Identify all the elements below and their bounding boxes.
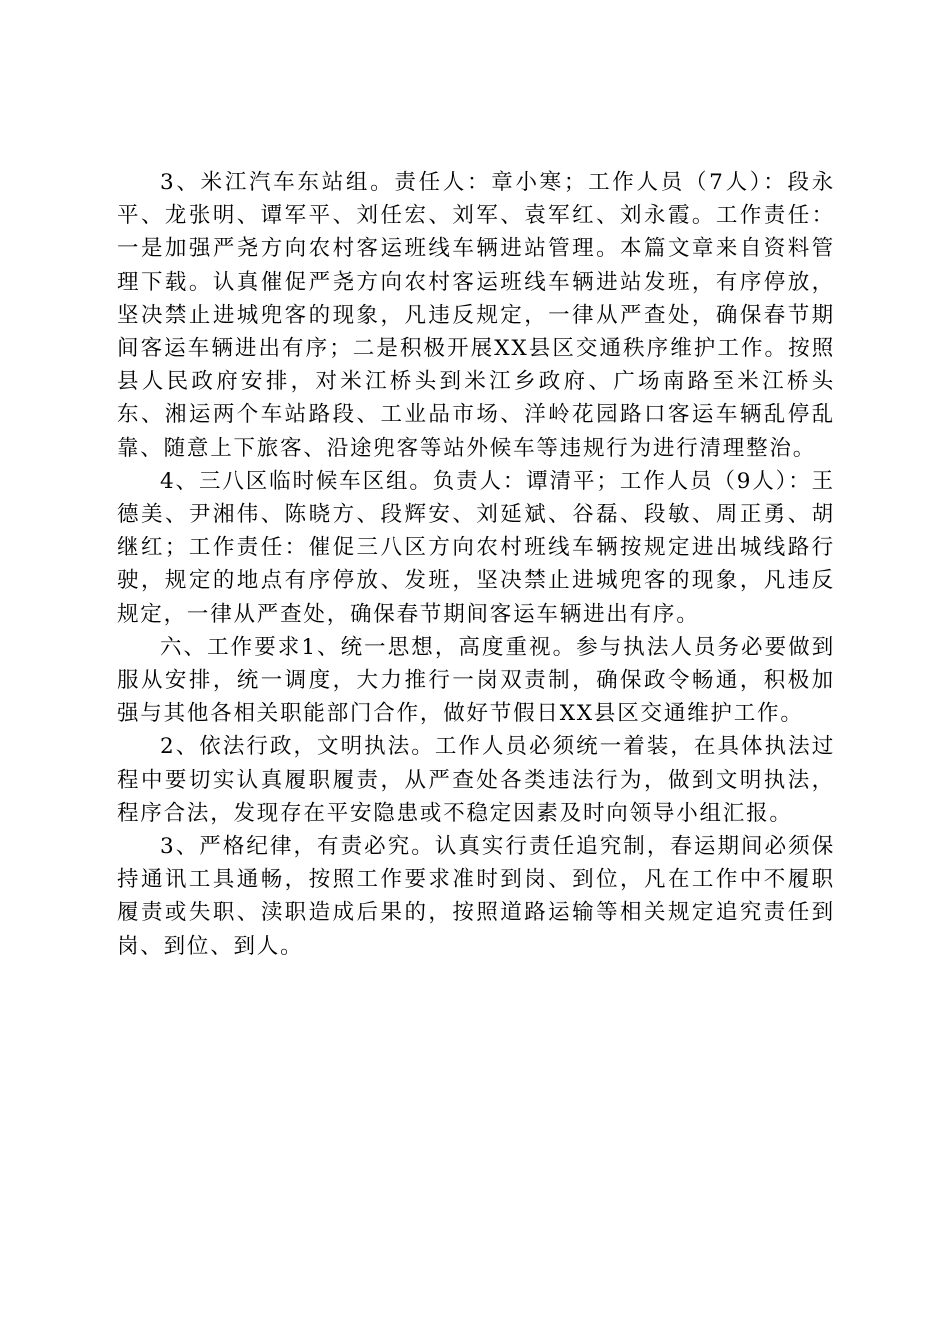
paragraph-station-group: 3、米江汽车东站组。责任人：章小寒；工作人员（7人）：段永平、龙张明、谭军平、刘任宏、刘军、袁军红、刘永霞。工作责任：一是加强严尧方向农村客运班线车辆进站管理。本篇文章来自资料管理下载。认真催促严尧方向农村客运班线车辆进站发班，有序停放，坚决禁止进城兜客的现象，凡违反规定，一律从严查处，确保春节期间客运车辆进出有序；二是积极开展XX县区交通秩序维护工作。按照县人民政府安排，对米江桥头到米江乡政府、广场南路至米江桥头东、湘运两个车站路段、工业品市场、洋岭花园路口客运车辆乱停乱靠、随意上下旅客、沿途兜客等站外候车等违规行为进行清理整治。 (117, 170, 835, 461)
paragraph-work-requirements: 六、工作要求1、统一思想，高度重视。参与执法人员务必要做到服从安排，统一调度，大力推行一岗双责制，确保政令畅通，积极加强与其他各相关职能部门合作，做好节假日XX县区交通维护工作。 (117, 634, 835, 727)
paragraph-law-enforcement: 2、依法行政，文明执法。工作人员必须统一着装，在具体执法过程中要切实认真履职履责，从严查处各类违法行为，做到文明执法，程序合法，发现存在平安隐患或不稳定因素及时向领导小组汇报。 (117, 734, 835, 826)
paragraph-waiting-area-group: 4、三八区临时候车区组。负责人：谭清平；工作人员（9人）：王德美、尹湘伟、陈晓方、段辉安、刘延斌、谷磊、段敏、周正勇、胡继红；工作责任：催促三八区方向农村班线车辆按规定进出城线路行驶，规定的地点有序停放、发班，坚决禁止进城兜客的现象，凡违反规定，一律从严查处，确保春节期间客运车辆进出有序。 (117, 468, 835, 627)
document-body (117, 166, 835, 963)
paragraph-discipline: 3、严格纪律，有责必究。认真实行责任追究制，春运期间必须保持通讯工具通畅，按照工作要求准时到岗、到位，凡在工作中不履职履责或失职、渎职造成后果的，按照道路运输等相关规定追究责任到岗、到位、到人。 (117, 834, 835, 959)
